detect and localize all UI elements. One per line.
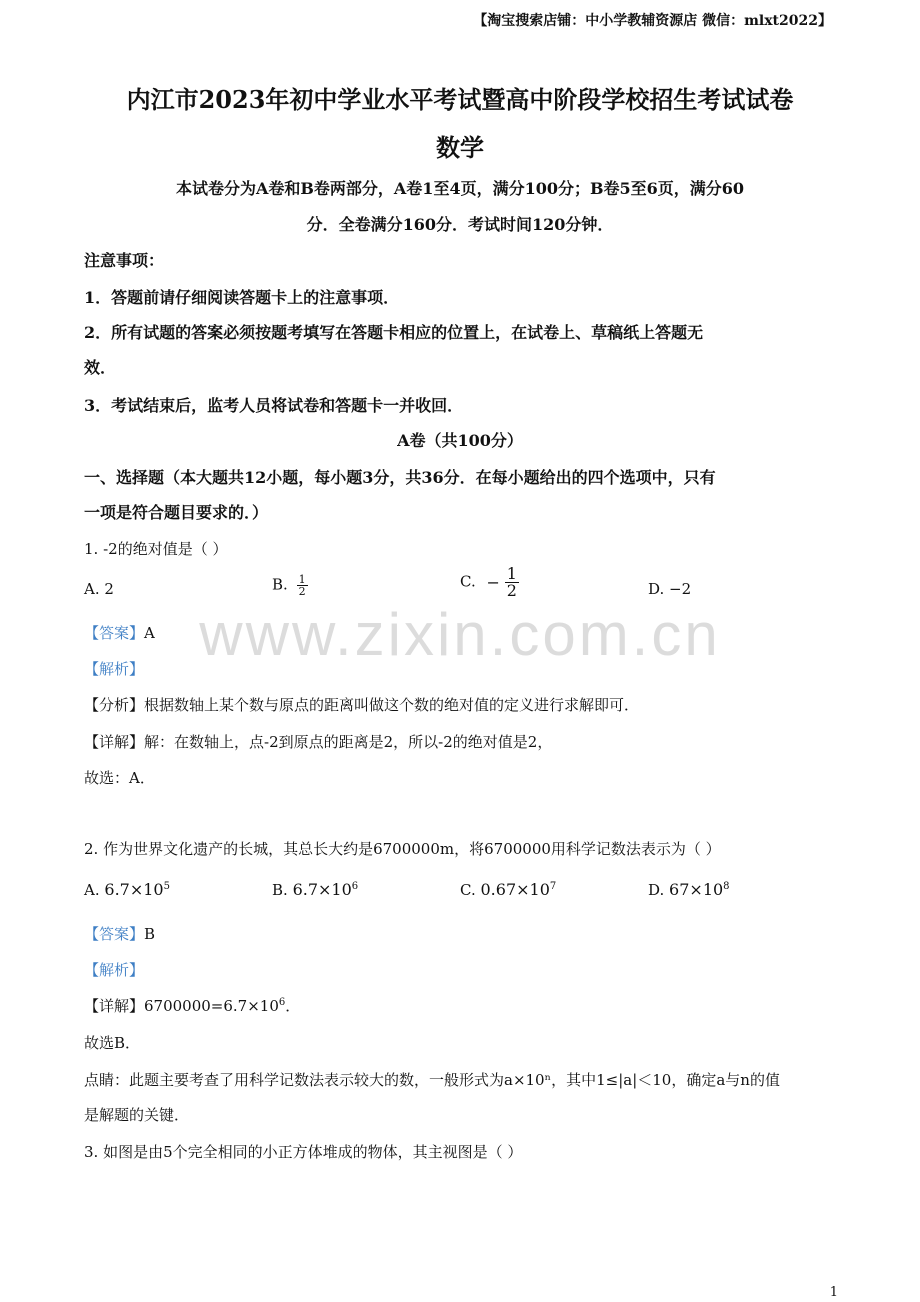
q1-xiangjie: 【详解】解：在数轴上，点-2到原点的距离是2，所以-2的绝对值是2，	[84, 733, 553, 751]
q2-xiangjie-exp: 6	[278, 997, 286, 1008]
q2-option-c-exp: 7	[549, 881, 557, 892]
q3-stem: 3. 如图是由5个完全相同的小正方体堆成的物体，其主视图是（ ）	[84, 1143, 523, 1161]
q2-answer-value: B	[144, 925, 156, 943]
q2-choose: 故选B．	[84, 1034, 141, 1052]
intro-line-1: 本试卷分为A卷和B卷两部分，A卷1至4页，满分100分；B卷5至6页，满分60	[175, 179, 745, 198]
q2-option-d-exp: 8	[723, 881, 730, 892]
part1-heading-cont: 一项是符合题目要求的．）	[84, 503, 269, 522]
q2-xiangjie	[84, 995, 300, 1016]
q2-xiangjie-base: 【详解】6700000=6.7×10	[84, 997, 279, 1015]
part1-heading: 一、选择题（本大题共12小题，每小题3分，共36分．在每小题给出的四个选项中，只有	[84, 468, 716, 487]
note-item-2: 2．所有试题的答案必须按题考填写在答题卡相应的位置上，在试卷上、草稿纸上答题无	[84, 323, 704, 342]
q2-option-c-base: 0.67×10	[480, 880, 550, 899]
q2-dianjing-2: 是解题的关键．	[84, 1106, 190, 1124]
q2-option-a-label: A.	[84, 881, 100, 899]
q1-option-c-sign: −	[486, 573, 500, 592]
q2-option-b	[272, 880, 358, 899]
note-item-3: 3．考试结束后，监考人员将试卷和答题卡一并收回．	[84, 396, 464, 415]
q1-option-d: D. −2	[648, 580, 692, 598]
q1-answer-tag: 【答案】	[84, 624, 145, 642]
q2-analysis-tag: 【解析】	[84, 961, 145, 979]
q1-option-c-label: C.	[460, 572, 476, 591]
q1-option-a: A. 2	[84, 580, 114, 598]
q2-option-d	[648, 880, 730, 899]
q1-analysis-tag: 【解析】	[84, 660, 145, 678]
header-note: 【淘宝搜索店铺：中小学教辅资源店 微信：mlxt2022】	[473, 13, 832, 29]
q1-option-b-label: B.	[272, 575, 288, 594]
q1-option-c-fraction	[505, 566, 519, 599]
q2-option-d-base: 67×10	[669, 880, 724, 899]
q2-option-c	[460, 880, 556, 899]
q1-option-c-denominator: 2	[506, 581, 517, 600]
q1-stem: 1. -2的绝对值是（ ）	[84, 540, 228, 558]
exam-title: 内江市2023年初中学业水平考试暨高中阶段学校招生考试试卷	[126, 85, 794, 114]
section-a-heading: A卷（共100分）	[397, 431, 523, 450]
q2-option-b-label: B.	[272, 881, 288, 899]
subject-title: 数学	[436, 133, 484, 162]
q1-option-b-denominator: 2	[298, 585, 306, 598]
q2-answer-tag: 【答案】	[84, 925, 145, 943]
q1-answer-value: A	[144, 624, 155, 642]
watermark: www.zixin.com.cn	[199, 601, 721, 668]
q1-option-b	[272, 574, 308, 597]
q2-option-b-exp: 6	[351, 881, 359, 892]
note-item-2-cont: 效．	[84, 358, 117, 377]
q2-option-a-base: 6.7×10	[104, 880, 164, 899]
notes-heading: 注意事项：	[84, 251, 165, 270]
intro-line-2: 分．全卷满分160分．考试时间120分钟．	[306, 215, 614, 234]
q2-option-d-label: D.	[648, 881, 665, 899]
q2-option-c-label: C.	[460, 881, 476, 899]
q1-option-b-numerator: 1	[298, 573, 306, 586]
q2-stem: 2. 作为世界文化遗产的长城，其总长大约是6700000m，将6700000用科学记数法表示为（ ）	[84, 840, 721, 858]
q1-option-c	[460, 566, 519, 599]
q2-option-a-exp: 5	[163, 881, 170, 892]
q2-answer	[84, 923, 155, 944]
q1-choose: 故选：A．	[84, 769, 155, 787]
q1-option-b-fraction	[297, 574, 308, 597]
page-number: 1	[829, 1285, 838, 1300]
q2-dianjing-1: 点睛：此题主要考查了用科学记数法表示较大的数，一般形式为a×10ⁿ，其中1≤|a|＜10，确定a与n的值	[84, 1071, 780, 1089]
q1-fenxi: 【分析】根据数轴上某个数与原点的距离叫做这个数的绝对值的定义进行求解即可．	[84, 696, 640, 714]
q1-option-c-numerator: 1	[506, 564, 517, 583]
note-item-1: 1．答题前请仔细阅读答题卡上的注意事项．	[84, 288, 400, 307]
q2-xiangjie-end: ．	[285, 997, 301, 1015]
q2-option-b-base: 6.7×10	[292, 880, 352, 899]
q2-option-a	[84, 880, 170, 899]
